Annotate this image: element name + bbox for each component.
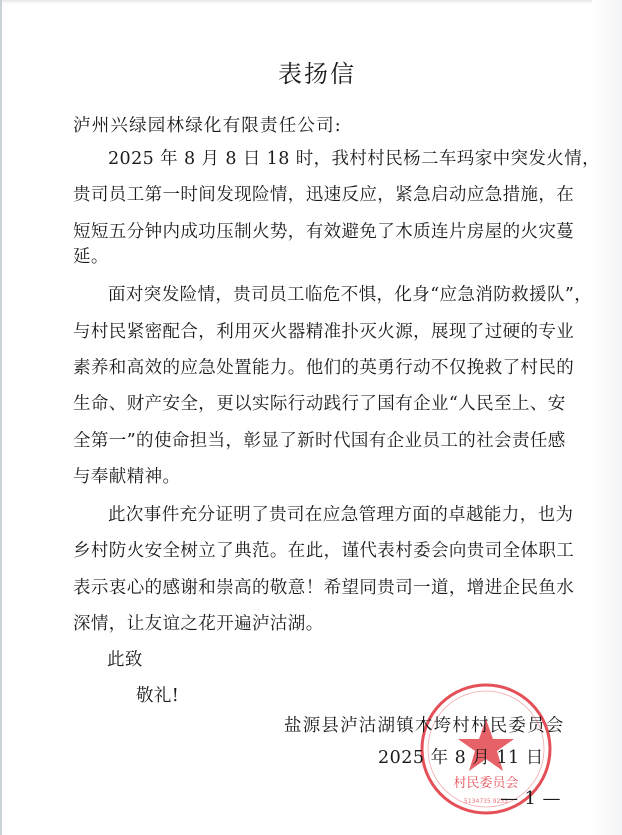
paragraph-2-line-5: 全第一”的使命担当，彰显了新时代国有企业员工的社会责任感: [73, 431, 566, 451]
paragraph-1-line-4: 延。: [73, 247, 109, 267]
paragraph-2-line-2: 与村民紧密配合，利用灭火器精准扑灭火源，展现了过硬的专业: [73, 322, 575, 342]
page-left-edge: [0, 0, 2, 835]
letter-title: 表扬信: [278, 60, 356, 88]
signature-date: 2025 年 8 月 11 日: [378, 748, 544, 768]
paragraph-1-line-3: 短短五分钟内成功压制火势，有效避免了木质连片房屋的火灾蔓: [73, 222, 575, 242]
paragraph-3-line-3: 表示衷心的感谢和崇高的敬意！希望同贵司一道，增进企民鱼水: [73, 578, 575, 598]
paragraph-1-line-2: 贵司员工第一时间发现险情，迅速反应，紧急启动应急措施，在: [73, 185, 575, 205]
paragraph-3-line-2: 乡村防火安全树立了典范。在此，谨代表村委会向贵司全体职工: [73, 541, 575, 561]
paragraph-1-line-1: 2025 年 8 月 8 日 18 时，我村村民杨二车玛家中突发火情，: [108, 149, 601, 169]
salutation: 泸州兴绿园林绿化有限责任公司:: [73, 116, 342, 136]
paragraph-3-line-1: 此次事件充分证明了贵司在应急管理方面的卓越能力，也为: [108, 505, 574, 525]
paragraph-3-line-4: 深情，让友谊之花开遍泸沽湖。: [73, 614, 324, 634]
svg-text:村民委员会: 村民委员会: [453, 776, 519, 791]
page-right-shadow: [592, 0, 622, 835]
paragraph-2-line-3: 素养和高效的应急处置能力。他们的英勇行动不仅挽救了村民的: [73, 358, 575, 378]
paragraph-2-line-4: 生命、财产安全，更以实际行动践行了国有企业“人民至上、安: [73, 394, 566, 414]
paragraph-2-line-1: 面对突发险情，贵司员工临危不惧，化身“应急消防救援队”，: [108, 285, 593, 305]
page-number: — 1 —: [500, 788, 561, 809]
signature-organization: 盐源县泸沽湖镇木垮村村民委员会: [284, 716, 565, 736]
closing-phrase: 此致: [107, 650, 143, 670]
regards-phrase: 敬礼!: [136, 686, 180, 706]
paragraph-2-line-6: 与奉献精神。: [73, 467, 181, 487]
page-top-shadow: [0, 0, 622, 4]
svg-text:5134735 9233: 5134735 9233: [464, 798, 508, 805]
